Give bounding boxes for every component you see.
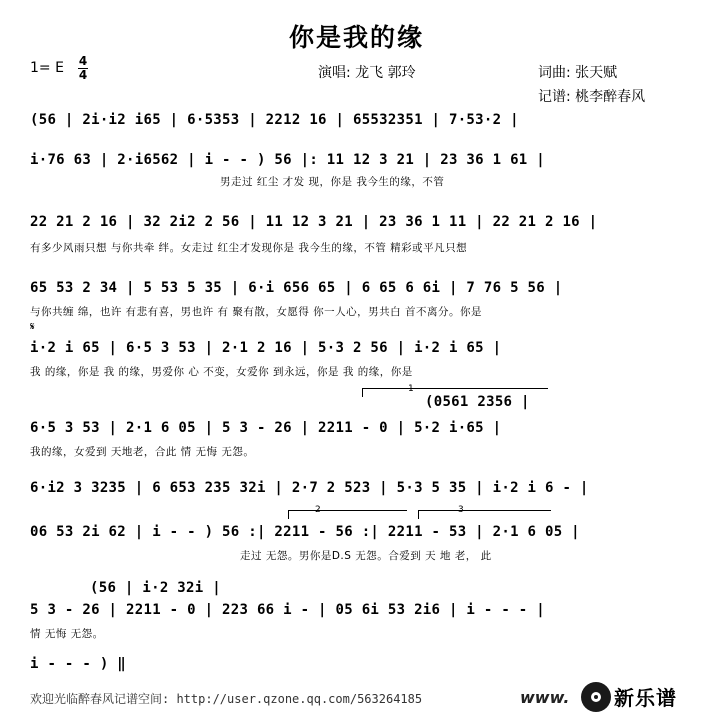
volta-number-1: 1	[408, 384, 414, 394]
lyrics-row-3: 有多少风雨只想 与你共牵 绊。女走过 红尘才发现你是 我今生的缘，不管 精彩或平凡只想	[30, 242, 468, 254]
score-row-4: 65 53 2 34 | 5 53 5 35 | 6·i 656 65 | 6 65 6 6i | 7 76 5 56 |	[30, 280, 563, 296]
volta-number-3: 3	[458, 505, 464, 515]
lyrics-row-6: 我的缘，女爱到 天地老，合此 情 无悔 无怨。	[30, 446, 255, 458]
logo-text: 新乐谱	[614, 686, 677, 710]
lyrics-row-2: 男走过 红尘 才发 现，你是 我今生的缘，不管	[220, 176, 445, 188]
score-row-5: i·2 i 65 | 6·5 3 53 | 2·1 2 16 | 5·3 2 56 | i·2 i 65 |	[30, 340, 502, 356]
score-row-2: i·76 63 | 2·i6562 | i - - ) 56 |: 11 12 3 21 | 23 36 1 61 |	[30, 152, 545, 168]
score-row-9: 5 3 - 26 | 2211 - 0 | 223 66 i - | 05 6i 53 2i6 | i - - - |	[30, 602, 545, 618]
score-row-6: 6·5 3 53 | 2·1 6 05 | 5 3 - 26 | 2211 - 0 | 5·2 i·65 |	[30, 420, 502, 436]
score-row-8: 06 53 2i 62 | i - - ) 56 :| 2211 - 56 :| 2211 - 53 | 2·1 6 05 |	[30, 524, 580, 540]
footer-note: 欢迎光临醉春风记谱空间: http://user.qzone.qq.com/563264185	[30, 692, 423, 706]
score-row-3: 22 21 2 16 | 32 2i2 2 56 | 11 12 3 21 | 23 36 1 11 | 22 21 2 16 |	[30, 214, 598, 230]
lyrics-row-4: 与你共缠 绵，也许 有悲有喜，男也许 有 聚有散，女愿得 你一人心，男共白 首不离分。你是	[30, 306, 483, 318]
watermark-www: www.	[520, 688, 570, 707]
composer-credit: 词曲: 张天赋	[538, 65, 618, 81]
ossia-phrase-2: (56 | i·2 32i |	[90, 580, 221, 596]
singers-credit: 演唱: 龙飞 郭玲	[318, 65, 416, 81]
song-title: 你是我的缘	[288, 23, 424, 52]
score-row-10: i - - - ) ‖	[30, 656, 127, 672]
time-signature-top: 4	[78, 54, 88, 68]
ossia-phrase: (0561 2356 |	[425, 394, 530, 410]
time-signature-bottom: 4	[78, 68, 88, 82]
volta-bracket-2	[288, 510, 407, 519]
transcriber-credit: 记谱: 桃李醉春风	[538, 89, 646, 105]
time-signature	[78, 56, 88, 81]
lyrics-row-5: 我 的缘，你是 我 的缘，男爱你 心 不变，女爱你 到永远，你是 我 的缘，你是	[30, 366, 413, 378]
volta-bracket-3	[418, 510, 551, 519]
segno-sign: 𝄋	[30, 320, 35, 333]
key-signature: 1= E	[30, 60, 64, 76]
volta-number-2: 2	[315, 505, 321, 515]
score-row-7: 6·i2 3 3235 | 6 653 235 32i | 2·7 2 523 | 5·3 5 35 | i·2 i 6 - |	[30, 480, 589, 496]
lyrics-row-8: 走过 无怨。男你是D.S 无怨。合爱到 天 地 老， 此	[240, 550, 492, 562]
score-row-1: (56 | 2i·i2 i65 | 6·5353 | 2212 16 | 65532351 | 7·53·2 |	[30, 112, 519, 128]
lyrics-row-9: 情 无悔 无怨。	[30, 628, 104, 640]
